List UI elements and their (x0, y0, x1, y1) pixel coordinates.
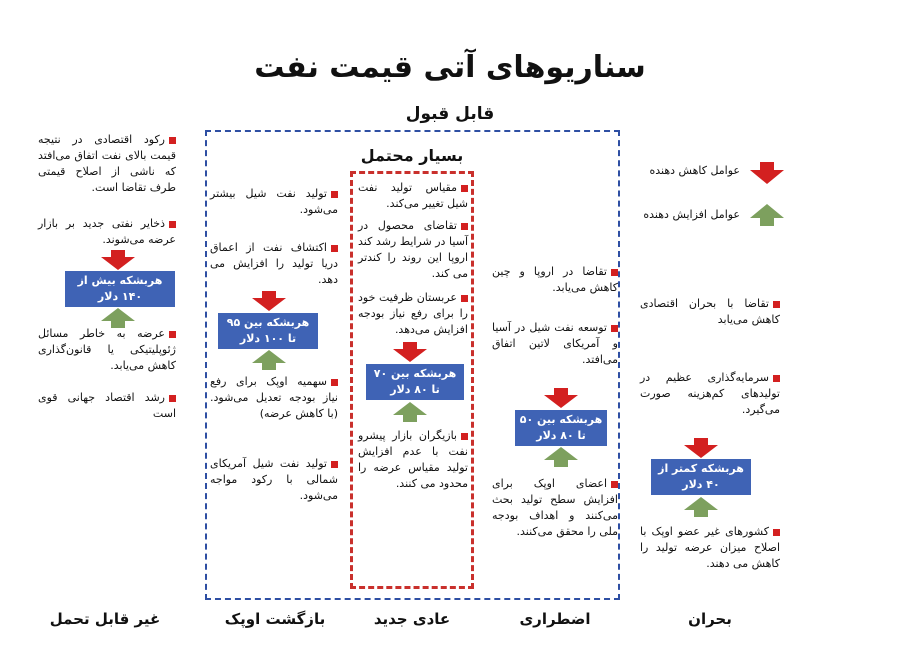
bullet-icon (169, 221, 176, 228)
bullet-icon (331, 245, 338, 252)
new-normal-up-arrow-icon (393, 402, 427, 422)
bullet-icon (461, 433, 468, 440)
emergency-note-2: توسعه نفت شیل در آسیا و آمریکای لاتین اتفاق می‌افتد. (492, 321, 618, 366)
emergency-price-box: هربشکه بین ۵۰ تا ۸۰ دلار (515, 410, 607, 446)
crisis-down-arrow-icon (684, 438, 718, 458)
crisis-note-3: کشورهای غیر عضو اوپک با اصلاح میزان عرضه تولید را کاهش می دهند. (640, 525, 780, 570)
new-normal-note-2: تقاضای محصول در آسیا در شرایط رشد کند اروپا این روند را کندتر می کند. (358, 219, 468, 280)
bullet-icon (773, 301, 780, 308)
bullet-icon (611, 269, 618, 276)
page-title: سناریوهای آتی قیمت نفت (254, 50, 646, 85)
emergency-note-1: تقاضا در اروپا و چین کاهش می‌یابد. (492, 265, 618, 294)
unbearable-down-arrow-icon (101, 250, 135, 270)
bullet-icon (611, 325, 618, 332)
opec-note-4: تولید نفت شیل آمریکای شمالی با رکود مواجه می‌شود. (210, 457, 338, 502)
legend-up-arrow-icon (750, 204, 784, 226)
emergency-up-arrow-icon (544, 447, 578, 467)
acceptable-label: قابل قبول (405, 104, 495, 124)
crisis-price-box: هربشکه کمتر از ۴۰ دلار (651, 459, 751, 495)
legend-down-arrow-icon (750, 162, 784, 184)
new-normal-price-box: هربشکه بین ۷۰ تا ۸۰ دلار (366, 364, 464, 400)
bullet-icon (331, 461, 338, 468)
bullet-icon (461, 223, 468, 230)
bullet-icon (169, 331, 176, 338)
bullet-icon (461, 185, 468, 192)
legend-decreasing-label: عوامل کاهش دهنده (649, 164, 740, 177)
bullet-icon (331, 191, 338, 198)
bullet-icon (461, 295, 468, 302)
bullet-icon (773, 529, 780, 536)
new-normal-down-arrow-icon (393, 342, 427, 362)
crisis-note-2: سرمایه‌گذاری عظیم در تولیدهای کم‌هزینه صورت می‌گیرد. (640, 371, 780, 416)
crisis-column-label: بحران (688, 610, 732, 628)
opec-note-3: سهمیه اوپک برای رفع نیاز بودجه تعدیل می‌شود. (با کاهش عرضه) (210, 375, 338, 420)
bullet-icon (773, 375, 780, 382)
new-normal-note-1: مقیاس تولید نفت شیل تغییر می‌کند. (358, 181, 468, 210)
opec-down-arrow-icon (252, 291, 286, 311)
emergency-column-label: اضطراری (519, 610, 591, 628)
opec-note-2: اکتشاف نفت از اعماق دریا تولید را افزایش می دهد. (210, 241, 338, 286)
opec-price-box: هربشکه بین ۹۵ تا ۱۰۰ دلار (218, 313, 318, 349)
opec-column-label: بازگشت اوپک (224, 610, 326, 628)
crisis-note-1: تقاضا با بحران اقتصادی کاهش می‌یابد (640, 297, 780, 326)
unbearable-note-1: رکود اقتصادی در نتیجه قیمت بالای نفت اتفاق می‌افتد که ناشی از اصلاح قیمتی طرف تقاضا است. (38, 133, 176, 194)
crisis-up-arrow-icon (684, 497, 718, 517)
bullet-icon (331, 379, 338, 386)
emergency-down-arrow-icon (544, 388, 578, 408)
new-normal-column-label: عادی جدید (373, 610, 451, 628)
opec-note-1: تولید نفت شیل بیشتر می‌شود. (210, 187, 338, 216)
unbearable-note-4: رشد اقتصاد جهانی قوی است (38, 391, 176, 420)
unbearable-column-label: غیر قابل تحمل (49, 610, 161, 628)
unbearable-price-box: هربشکه بیش از ۱۴۰ دلار (65, 271, 175, 307)
unbearable-note-2: ذخایر نفتی جدید بر بازار عرضه می‌شوند. (38, 217, 176, 246)
emergency-note-3: اعضای اوپک برای افزایش سطح تولید بحث می‌کنند و اهداف بودجه ملی را محقق می‌کنند. (492, 477, 618, 538)
legend-increasing-label: عوامل افزایش دهنده (643, 208, 740, 221)
unbearable-up-arrow-icon (101, 308, 135, 328)
new-normal-note-4: بازیگران بازار پیشرو نفت با عدم افزایش تولید مقیاس عرضه را محدود می کنند. (358, 429, 468, 490)
bullet-icon (169, 137, 176, 144)
bullet-icon (169, 395, 176, 402)
new-normal-note-3: عربستان ظرفیت خود را برای رفع نیاز بودجه افزایش می‌دهد. (358, 291, 468, 336)
opec-up-arrow-icon (252, 350, 286, 370)
bullet-icon (611, 481, 618, 488)
unbearable-note-3: عرضه به خاطر مسائل ژئوپلیتیکی یا قانون‌گذاری کاهش می‌یابد. (38, 327, 176, 372)
very-likely-label: بسیار محتمل (360, 146, 464, 165)
